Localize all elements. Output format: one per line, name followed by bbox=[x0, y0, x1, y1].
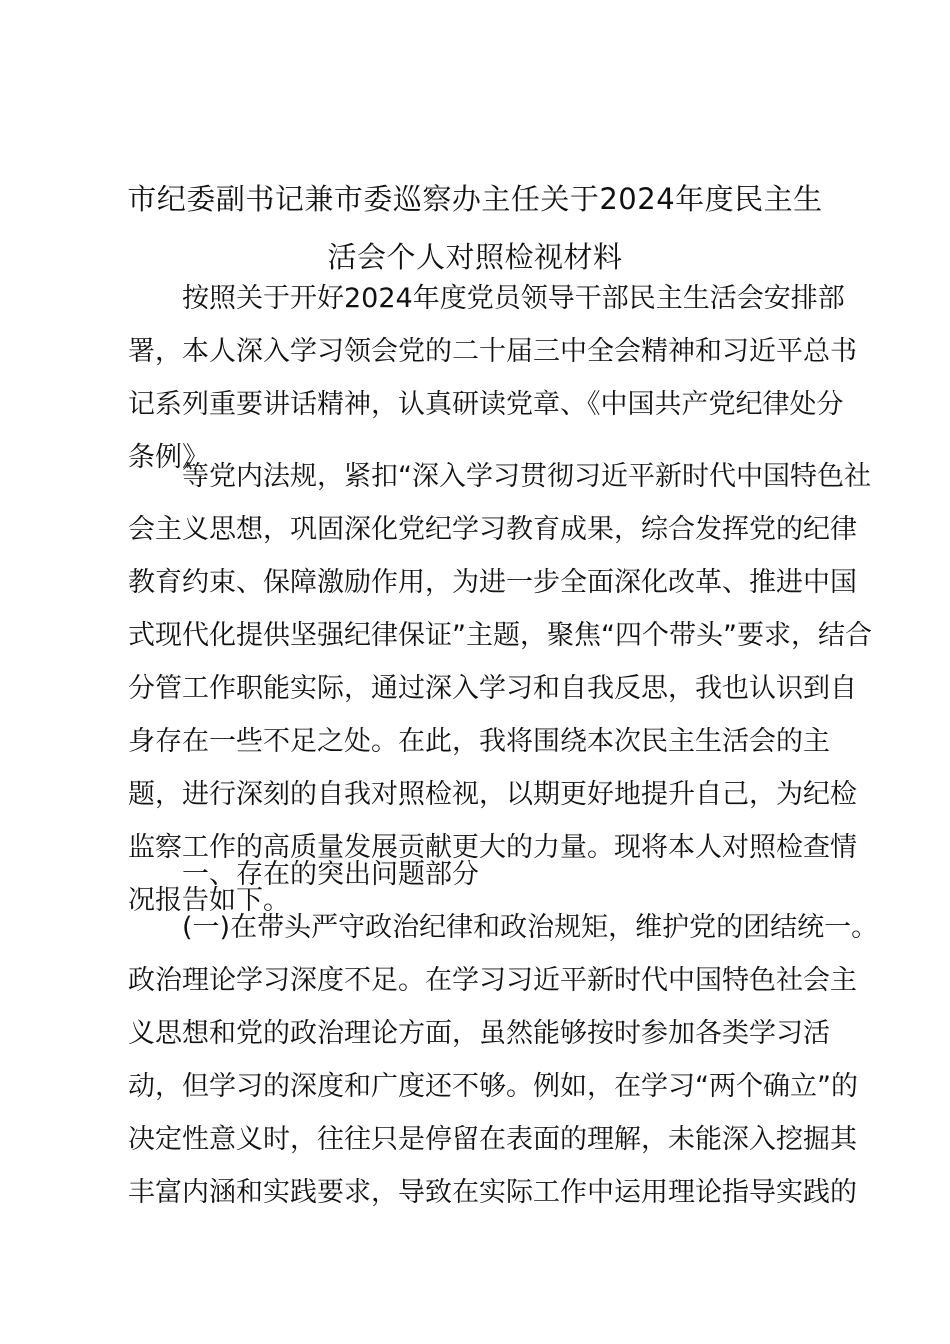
paragraph-line: (一)在带头严守政治纪律和政治规矩，维护党的团结统一。 bbox=[182, 912, 879, 943]
paragraph-line: 身存在一些不足之处。在此，我将围绕本次民主生活会的主 bbox=[128, 726, 830, 757]
paragraph-line: 等党内法规，紧扣“深入学习贯彻习近平新时代中国特色社 bbox=[182, 461, 871, 492]
title-line: 市纪委副书记兼市委巡察办主任关于2024年度民主生 bbox=[127, 182, 823, 216]
paragraph-line: 式现代化提供坚强纪律保证”主题，聚焦“四个带头”要求，结合 bbox=[128, 620, 872, 651]
paragraph-line: 义思想和党的政治理论方面，虽然能够按时参加各类学习活 bbox=[128, 1018, 830, 1049]
paragraph-line: 教育约束、保障激励作用，为进一步全面深化改革、推进中国 bbox=[128, 567, 857, 598]
paragraph-line: 监察工作的高质量发展贡献更大的力量。现将本人对照检查情 bbox=[128, 832, 857, 863]
paragraph-line: 况报告如下。 bbox=[128, 885, 290, 916]
document-title bbox=[100, 170, 850, 286]
section-heading: 一、存在的突出问题部分 bbox=[182, 859, 479, 890]
paragraph-line: 会主义思想，巩固深化党纪学习教育成果，综合发挥党的纪律 bbox=[128, 514, 857, 545]
paragraph-line: 题，进行深刻的自我对照检视，以期更好地提升自己，为纪检 bbox=[128, 779, 857, 810]
paragraph-line: 决定性意义时，往往只是停留在表面的理解，未能深入挖掘其 bbox=[128, 1124, 857, 1155]
title-line: 活会个人对照检视材料 bbox=[327, 240, 623, 274]
section-heading-block bbox=[128, 848, 838, 901]
paragraph-line: 记系列重要讲话精神，认真研读党章、《中国共产党纪律处分 bbox=[128, 389, 844, 420]
paragraph-line: 动，但学习的深度和广度还不够。例如，在学习“两个确立”的 bbox=[128, 1071, 858, 1102]
paragraph-line: 署，本人深入学习领会党的二十届三中全会精神和习近平总书 bbox=[128, 336, 857, 367]
paragraph-line: 分管工作职能实际，通过深入学习和自我反思，我也认识到自 bbox=[128, 673, 857, 704]
paragraph-issue-1 bbox=[128, 901, 879, 1219]
paragraph-line: 条例》 bbox=[128, 442, 209, 473]
paragraph-line: 政治理论学习深度不足。在学习习近平新时代中国特色社会主 bbox=[128, 965, 857, 996]
paragraph-line: 丰富内涵和实践要求，导致在实际工作中运用理论指导实践的 bbox=[128, 1177, 857, 1208]
paragraph-line: 按照关于开好2024年度党员领导干部民主生活会安排部 bbox=[182, 283, 845, 314]
